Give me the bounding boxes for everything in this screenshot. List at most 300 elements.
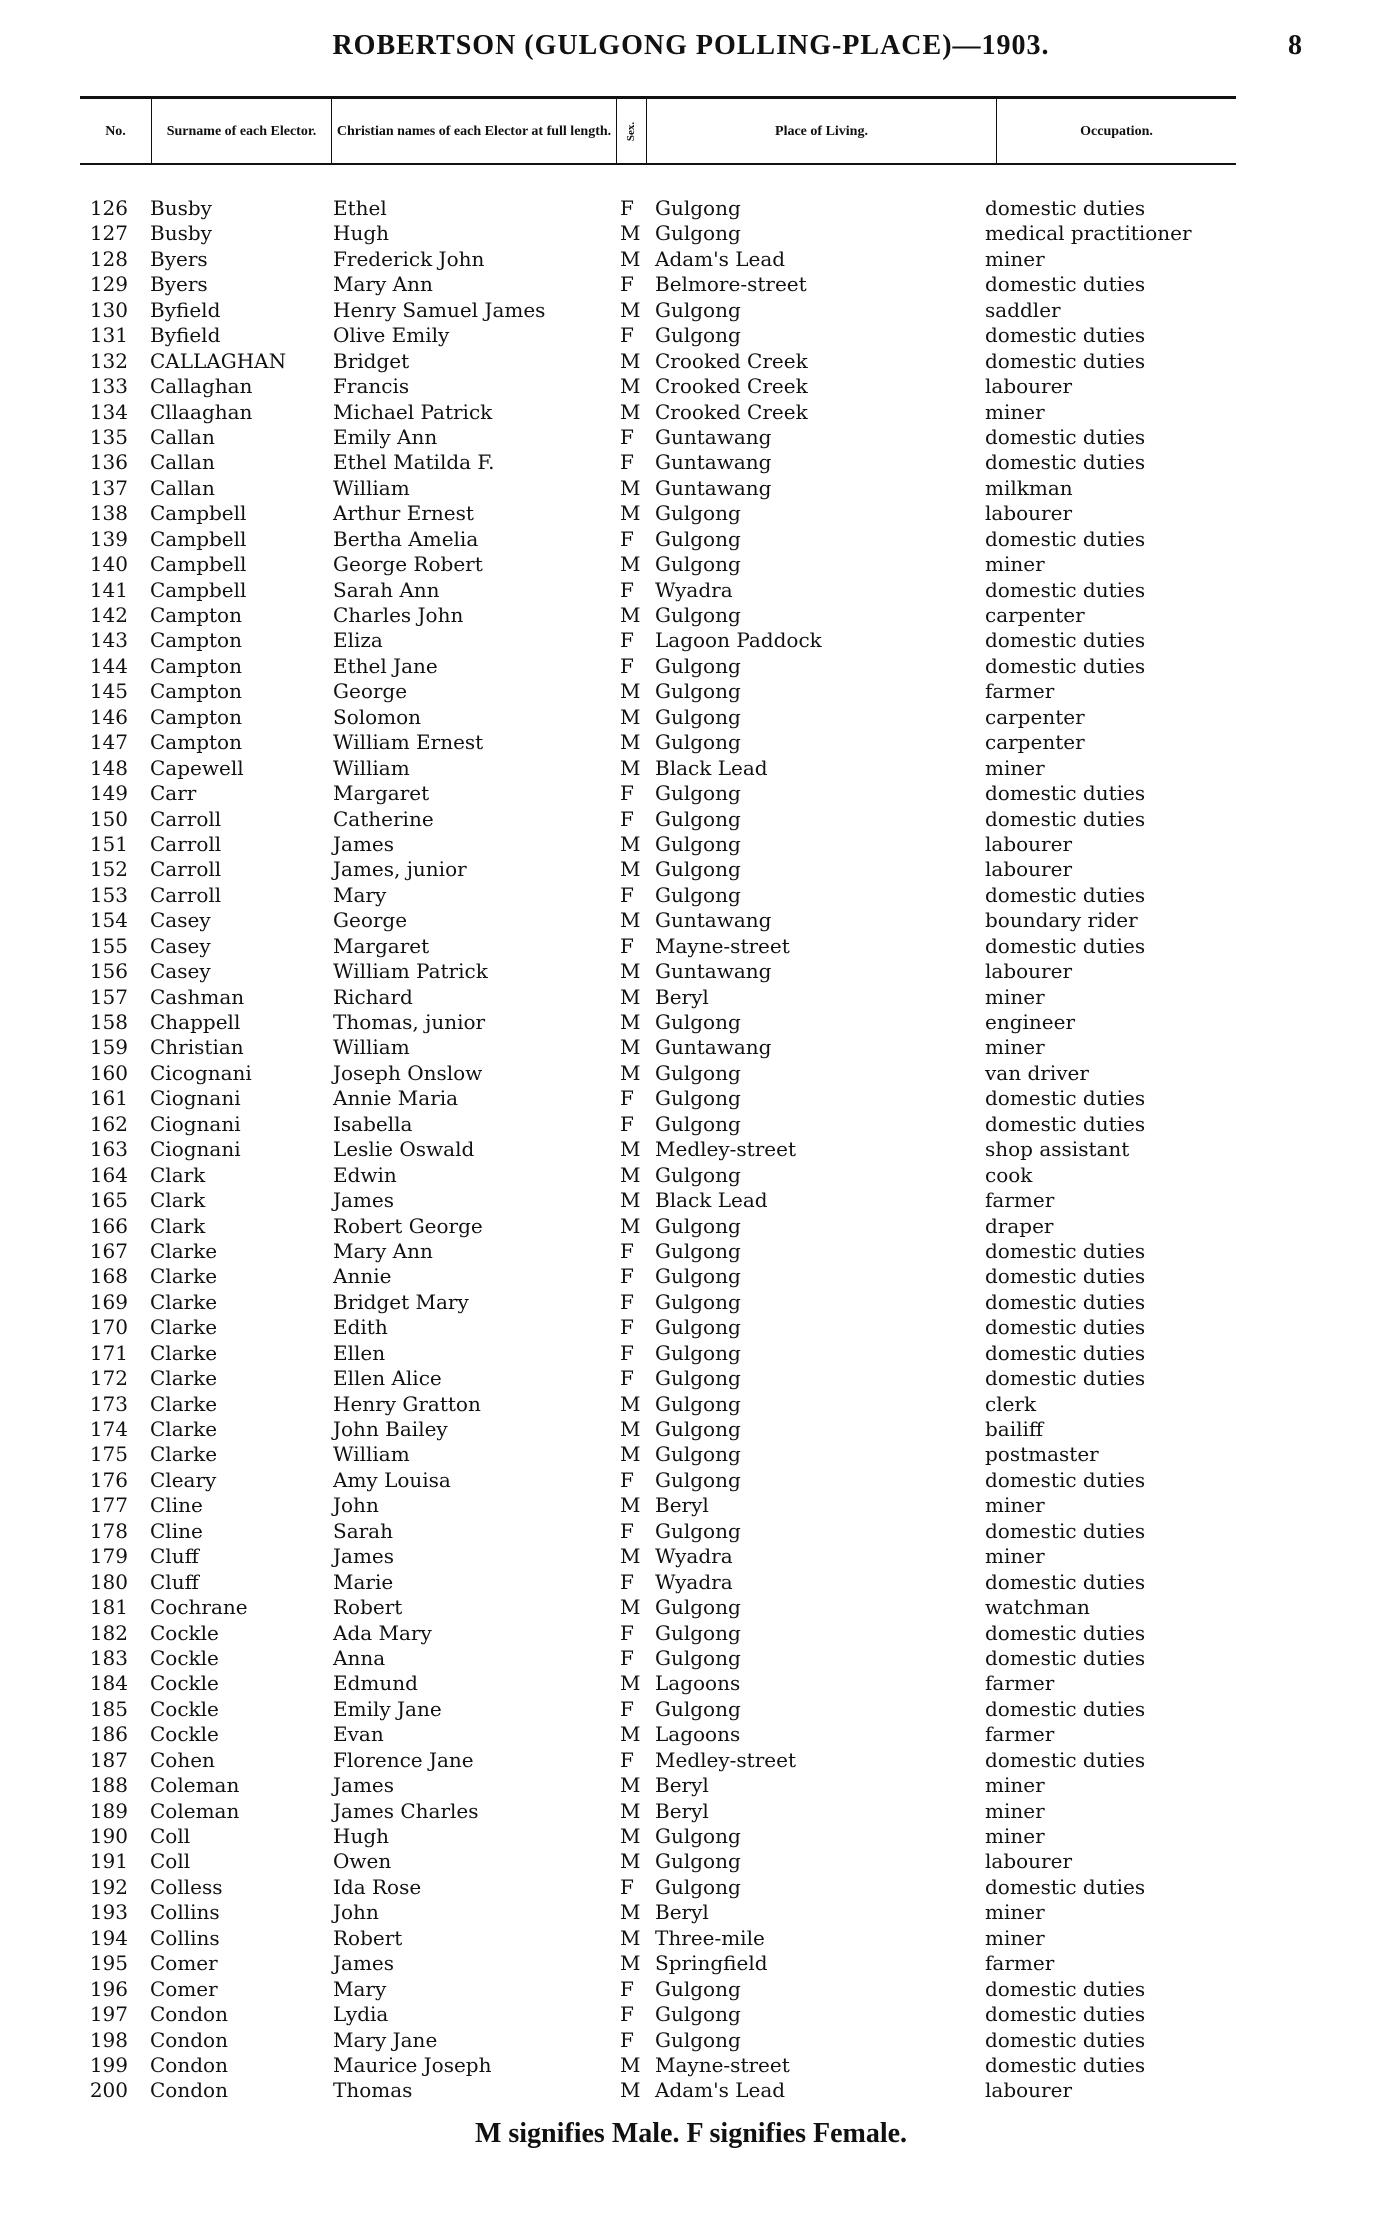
cell-place: Gulgong: [655, 882, 741, 907]
cell-no: 138: [89, 501, 128, 526]
cell-occupation: miner: [985, 1035, 1045, 1060]
cell-no: 200: [89, 2078, 128, 2103]
cell-occupation: domestic duties: [985, 781, 1146, 806]
cell-place: Guntawang: [655, 908, 772, 933]
table-row: [80, 1264, 1280, 1289]
cell-place: Gulgong: [655, 1010, 741, 1034]
cell-place: Crooked Creek: [655, 348, 808, 373]
cell-no: 188: [89, 1773, 128, 1798]
table-row: [80, 196, 1280, 221]
cell-occupation: domestic duties: [985, 1340, 1146, 1365]
cell-sex: F: [620, 653, 634, 678]
cell-occupation: domestic duties: [985, 1238, 1146, 1263]
cell-no: 179: [89, 1544, 128, 1569]
table-row: [80, 1112, 1280, 1137]
cell-place: Beryl: [655, 1493, 709, 1518]
cell-surname: Comer: [150, 1976, 218, 2001]
cell-christian: Robert George: [333, 1213, 483, 1238]
cell-place: Gulgong: [655, 653, 741, 678]
cell-surname: Busby: [150, 221, 212, 246]
cell-christian: Ethel Matilda F.: [333, 450, 495, 475]
cell-no: 148: [89, 755, 128, 780]
cell-christian: Margaret: [333, 933, 430, 958]
header-place: Place of Living.: [647, 99, 997, 163]
cell-sex: M: [620, 1137, 641, 1162]
cell-christian: William Patrick: [333, 959, 488, 984]
cell-occupation: draper: [985, 1213, 1054, 1238]
cell-christian: William: [333, 475, 410, 500]
cell-sex: M: [620, 1849, 641, 1874]
cell-sex: M: [620, 1773, 641, 1798]
cell-no: 182: [89, 1620, 128, 1645]
cell-christian: Bertha Amelia: [333, 526, 479, 551]
cell-sex: M: [620, 1391, 641, 1416]
cell-surname: Campbell: [150, 577, 247, 602]
cell-place: Mayne-street: [655, 2052, 790, 2077]
cell-sex: F: [620, 272, 634, 297]
cell-sex: M: [620, 246, 641, 271]
cell-place: Gulgong: [655, 1824, 741, 1848]
cell-surname: Clarke: [150, 1264, 218, 1289]
table-row: [80, 450, 1280, 475]
table-row: [80, 1671, 1280, 1696]
table-row: [80, 756, 1280, 781]
table-row: [80, 476, 1280, 501]
table-row: [80, 1061, 1280, 1086]
cell-sex: F: [620, 2027, 634, 2052]
table-row: [80, 1646, 1280, 1671]
table-row: [80, 1239, 1280, 1264]
table-row: [80, 1290, 1280, 1315]
cell-place: Gulgong: [655, 679, 741, 704]
cell-surname: Carroll: [150, 882, 222, 907]
cell-sex: M: [620, 1213, 641, 1238]
cell-no: 133: [89, 374, 128, 399]
cell-surname: Campbell: [150, 501, 247, 526]
cell-surname: Cockle: [150, 1722, 219, 1747]
cell-no: 180: [89, 1569, 128, 1594]
page-number: 8: [1288, 30, 1302, 61]
cell-sex: M: [620, 1035, 641, 1060]
cell-no: 139: [89, 526, 128, 551]
cell-surname: Campton: [150, 628, 242, 653]
cell-christian: Mary Ann: [333, 272, 433, 297]
cell-christian: Francis: [333, 374, 410, 399]
cell-occupation: domestic duties: [985, 1518, 1146, 1543]
cell-no: 137: [89, 475, 128, 500]
table-row: [80, 1900, 1280, 1925]
cell-surname: Cllaaghan: [150, 399, 253, 424]
cell-no: 147: [89, 730, 128, 755]
cell-place: Gulgong: [655, 1238, 741, 1263]
cell-place: Gulgong: [655, 1111, 741, 1136]
cell-no: 126: [89, 196, 128, 220]
cell-sex: M: [620, 1951, 641, 1976]
cell-occupation: domestic duties: [985, 1467, 1146, 1492]
cell-christian: Ethel Jane: [333, 653, 438, 678]
cell-sex: M: [620, 1595, 641, 1620]
cell-occupation: miner: [985, 1493, 1045, 1518]
cell-surname: Clark: [150, 1162, 206, 1187]
cell-occupation: carpenter: [985, 603, 1085, 627]
cell-occupation: farmer: [985, 679, 1055, 704]
table-row: [80, 400, 1280, 425]
cell-sex: M: [620, 1162, 641, 1187]
cell-surname: Campton: [150, 603, 242, 627]
cell-sex: M: [620, 730, 641, 755]
cell-sex: M: [620, 399, 641, 424]
electoral-roll-list: [80, 196, 1280, 2104]
table-row: [80, 1748, 1280, 1773]
cell-place: Gulgong: [655, 806, 741, 831]
table-row: [80, 2078, 1280, 2103]
cell-christian: Robert: [333, 1925, 403, 1950]
cell-occupation: domestic duties: [985, 882, 1146, 907]
cell-place: Gulgong: [655, 603, 741, 627]
cell-sex: F: [620, 323, 634, 348]
cell-sex: M: [620, 984, 641, 1009]
cell-christian: Mary: [333, 1976, 387, 2001]
cell-surname: Ciognani: [150, 1086, 241, 1111]
cell-sex: F: [620, 1747, 634, 1772]
cell-surname: Capewell: [150, 755, 244, 780]
cell-sex: M: [620, 1925, 641, 1950]
table-row: [80, 908, 1280, 933]
cell-christian: James: [333, 831, 395, 856]
cell-place: Gulgong: [655, 1289, 741, 1314]
cell-christian: Ellen: [333, 1340, 386, 1365]
cell-surname: Cockle: [150, 1696, 219, 1721]
cell-no: 150: [89, 806, 128, 831]
cell-occupation: domestic duties: [985, 2027, 1146, 2052]
cell-no: 131: [89, 323, 128, 348]
cell-christian: James, junior: [333, 857, 467, 882]
header-occupation: Occupation.: [1080, 123, 1153, 139]
cell-occupation: medical practitioner: [985, 221, 1192, 246]
cell-occupation: domestic duties: [985, 323, 1146, 348]
table-row: [80, 221, 1280, 246]
cell-place: Gulgong: [655, 1696, 741, 1721]
cell-sex: M: [620, 857, 641, 882]
table-row: [80, 1773, 1280, 1798]
cell-surname: Callan: [150, 450, 215, 475]
cell-place: Gulgong: [655, 1874, 741, 1899]
cell-occupation: domestic duties: [985, 1874, 1146, 1899]
cell-place: Medley-street: [655, 1137, 796, 1162]
cell-christian: Henry Samuel James: [333, 297, 546, 322]
cell-place: Gulgong: [655, 730, 741, 755]
table-row: [80, 247, 1280, 272]
cell-sex: M: [620, 2052, 641, 2077]
cell-sex: M: [620, 552, 641, 577]
table-row: [80, 1824, 1280, 1849]
cell-place: Gulgong: [655, 501, 741, 526]
cell-occupation: bailiff: [985, 1417, 1044, 1441]
table-row: [80, 578, 1280, 603]
cell-christian: Amy Louisa: [333, 1467, 451, 1492]
cell-christian: Annie Maria: [333, 1086, 459, 1111]
cell-place: Guntawang: [655, 424, 772, 449]
cell-place: Springfield: [655, 1951, 768, 1976]
cell-occupation: domestic duties: [985, 806, 1146, 831]
cell-place: Gulgong: [655, 1340, 741, 1365]
cell-no: 156: [89, 959, 128, 984]
cell-occupation: labourer: [985, 857, 1073, 882]
cell-occupation: labourer: [985, 831, 1073, 856]
cell-sex: M: [620, 1188, 641, 1213]
cell-surname: Casey: [150, 933, 211, 958]
cell-surname: Callan: [150, 424, 215, 449]
cell-occupation: domestic duties: [985, 2002, 1146, 2027]
cell-no: 143: [89, 628, 128, 653]
table-row: [80, 1086, 1280, 1111]
header-sex: [617, 99, 647, 163]
cell-christian: William: [333, 1035, 410, 1060]
cell-surname: Colless: [150, 1874, 223, 1899]
cell-christian: Richard: [333, 984, 413, 1009]
table-header: [80, 96, 1236, 165]
cell-occupation: farmer: [985, 1951, 1055, 1976]
cell-occupation: domestic duties: [985, 653, 1146, 678]
cell-occupation: cook: [985, 1162, 1033, 1187]
cell-surname: Campton: [150, 679, 242, 704]
cell-place: Gulgong: [655, 1162, 741, 1187]
cell-no: 169: [89, 1289, 128, 1314]
cell-occupation: domestic duties: [985, 348, 1146, 373]
cell-place: Gulgong: [655, 526, 741, 551]
table-row: [80, 781, 1280, 806]
cell-christian: Margaret: [333, 781, 430, 806]
cell-christian: Eliza: [333, 628, 383, 653]
cell-christian: Emily Ann: [333, 424, 438, 449]
cell-place: Gulgong: [655, 1366, 741, 1391]
cell-surname: Condon: [150, 2027, 228, 2052]
cell-no: 144: [89, 653, 128, 678]
table-row: [80, 1570, 1280, 1595]
cell-no: 196: [89, 1976, 128, 2001]
cell-christian: Mary Ann: [333, 1238, 433, 1263]
cell-occupation: domestic duties: [985, 1289, 1146, 1314]
cell-occupation: domestic duties: [985, 1976, 1146, 2001]
table-row: [80, 934, 1280, 959]
cell-sex: M: [620, 221, 641, 246]
cell-christian: Michael Patrick: [333, 399, 493, 424]
cell-occupation: farmer: [985, 1188, 1055, 1213]
cell-occupation: labourer: [985, 501, 1073, 526]
cell-surname: Carroll: [150, 806, 222, 831]
cell-place: Gulgong: [655, 1976, 741, 2001]
cell-christian: Isabella: [333, 1111, 413, 1136]
cell-no: 170: [89, 1315, 128, 1340]
table-row: [80, 807, 1280, 832]
table-row: [80, 552, 1280, 577]
cell-occupation: miner: [985, 246, 1045, 271]
cell-no: 198: [89, 2027, 128, 2052]
table-row: [80, 883, 1280, 908]
cell-sex: M: [620, 1544, 641, 1569]
cell-occupation: carpenter: [985, 730, 1085, 755]
cell-place: Gulgong: [655, 781, 741, 806]
cell-occupation: milkman: [985, 475, 1073, 500]
cell-place: Gulgong: [655, 1849, 741, 1874]
cell-christian: Marie: [333, 1569, 394, 1594]
cell-sex: F: [620, 196, 634, 220]
cell-place: Mayne-street: [655, 933, 790, 958]
cell-occupation: domestic duties: [985, 2052, 1146, 2077]
cell-christian: Anna: [333, 1645, 386, 1670]
cell-surname: Carr: [150, 781, 197, 806]
cell-surname: Busby: [150, 196, 212, 220]
cell-sex: M: [620, 1671, 641, 1696]
cell-sex: F: [620, 1238, 634, 1263]
cell-surname: Callaghan: [150, 374, 253, 399]
cell-christian: Leslie Oswald: [333, 1137, 475, 1162]
cell-christian: George: [333, 908, 408, 933]
cell-sex: F: [620, 577, 634, 602]
table-row: [80, 1214, 1280, 1239]
cell-no: 186: [89, 1722, 128, 1747]
cell-occupation: domestic duties: [985, 272, 1146, 297]
table-row: [80, 679, 1280, 704]
cell-sex: M: [620, 1010, 641, 1034]
cell-no: 193: [89, 1900, 128, 1925]
cell-surname: Casey: [150, 908, 211, 933]
table-row: [80, 654, 1280, 679]
cell-christian: James: [333, 1544, 395, 1569]
cell-no: 163: [89, 1137, 128, 1162]
cell-place: Guntawang: [655, 475, 772, 500]
cell-occupation: miner: [985, 1544, 1045, 1569]
cell-christian: James: [333, 1773, 395, 1798]
cell-no: 189: [89, 1798, 128, 1823]
cell-surname: Clarke: [150, 1238, 218, 1263]
header-christian-names: Christian names of each Elector at full length.: [332, 99, 617, 163]
table-row: [80, 628, 1280, 653]
cell-no: 153: [89, 882, 128, 907]
cell-christian: Lydia: [333, 2002, 389, 2027]
cell-sex: F: [620, 1645, 634, 1670]
cell-no: 183: [89, 1645, 128, 1670]
cell-surname: Campbell: [150, 526, 247, 551]
cell-occupation: boundary rider: [985, 908, 1138, 933]
cell-sex: F: [620, 1620, 634, 1645]
cell-christian: John Bailey: [333, 1417, 448, 1441]
cell-no: 132: [89, 348, 128, 373]
header-surname: Surname of each Elector.: [152, 99, 332, 163]
cell-sex: F: [620, 1315, 634, 1340]
cell-sex: M: [620, 831, 641, 856]
cell-surname: Carroll: [150, 857, 222, 882]
cell-sex: F: [620, 882, 634, 907]
cell-place: Gulgong: [655, 196, 741, 220]
cell-no: 135: [89, 424, 128, 449]
cell-surname: Callan: [150, 475, 215, 500]
cell-christian: Thomas: [333, 2078, 413, 2103]
cell-surname: Carroll: [150, 831, 222, 856]
cell-sex: F: [620, 1518, 634, 1543]
table-row: [80, 730, 1280, 755]
cell-sex: M: [620, 1900, 641, 1925]
cell-sex: M: [620, 959, 641, 984]
cell-occupation: miner: [985, 1798, 1045, 1823]
cell-christian: James: [333, 1951, 395, 1976]
cell-surname: Coleman: [150, 1798, 240, 1823]
cell-surname: Clarke: [150, 1289, 218, 1314]
cell-place: Beryl: [655, 984, 709, 1009]
cell-occupation: domestic duties: [985, 196, 1146, 220]
cell-sex: M: [620, 1824, 641, 1848]
cell-christian: Frederick John: [333, 246, 485, 271]
cell-no: 194: [89, 1925, 128, 1950]
cell-surname: Comer: [150, 1951, 218, 1976]
cell-no: 197: [89, 2002, 128, 2027]
cell-christian: Ethel: [333, 196, 387, 220]
cell-place: Gulgong: [655, 1595, 741, 1620]
cell-sex: F: [620, 781, 634, 806]
cell-no: 187: [89, 1747, 128, 1772]
cell-sex: M: [620, 1798, 641, 1823]
cell-surname: Coleman: [150, 1773, 240, 1798]
cell-no: 192: [89, 1874, 128, 1899]
cell-place: Gulgong: [655, 1391, 741, 1416]
cell-no: 140: [89, 552, 128, 577]
cell-no: 176: [89, 1467, 128, 1492]
cell-surname: Coll: [150, 1849, 191, 1874]
table-row: [80, 527, 1280, 552]
table-row: [80, 1519, 1280, 1544]
cell-place: Gulgong: [655, 1213, 741, 1238]
cell-christian: Catherine: [333, 806, 434, 831]
cell-place: Gulgong: [655, 1467, 741, 1492]
cell-christian: Joseph Onslow: [333, 1060, 483, 1085]
cell-place: Gulgong: [655, 1086, 741, 1111]
table-row: [80, 603, 1280, 628]
cell-christian: Annie: [333, 1264, 392, 1289]
cell-occupation: domestic duties: [985, 1366, 1146, 1391]
table-row: [80, 1493, 1280, 1518]
table-row: [80, 1595, 1280, 1620]
cell-occupation: saddler: [985, 297, 1061, 322]
cell-no: 199: [89, 2052, 128, 2077]
cell-surname: Cashman: [150, 984, 245, 1009]
cell-surname: Byfield: [150, 297, 221, 322]
cell-place: Wyadra: [655, 1569, 733, 1594]
cell-no: 177: [89, 1493, 128, 1518]
cell-occupation: carpenter: [985, 704, 1085, 729]
cell-sex: F: [620, 1696, 634, 1721]
cell-surname: Cochrane: [150, 1595, 248, 1620]
cell-occupation: domestic duties: [985, 1086, 1146, 1111]
cell-place: Gulgong: [655, 1060, 741, 1085]
cell-no: 181: [89, 1595, 128, 1620]
cell-surname: Cluff: [150, 1569, 199, 1594]
cell-christian: Edwin: [333, 1162, 397, 1187]
cell-sex: M: [620, 908, 641, 933]
cell-surname: Byfield: [150, 323, 221, 348]
cell-place: Black Lead: [655, 1188, 768, 1213]
cell-sex: F: [620, 1340, 634, 1365]
table-row: [80, 1010, 1280, 1035]
cell-occupation: domestic duties: [985, 1620, 1146, 1645]
cell-christian: Sarah Ann: [333, 577, 440, 602]
cell-place: Guntawang: [655, 450, 772, 475]
cell-place: Gulgong: [655, 2002, 741, 2027]
cell-christian: Hugh: [333, 1824, 390, 1848]
cell-occupation: van driver: [985, 1060, 1089, 1085]
cell-occupation: miner: [985, 1900, 1045, 1925]
cell-surname: CALLAGHAN: [150, 348, 287, 373]
cell-christian: Edmund: [333, 1671, 418, 1696]
